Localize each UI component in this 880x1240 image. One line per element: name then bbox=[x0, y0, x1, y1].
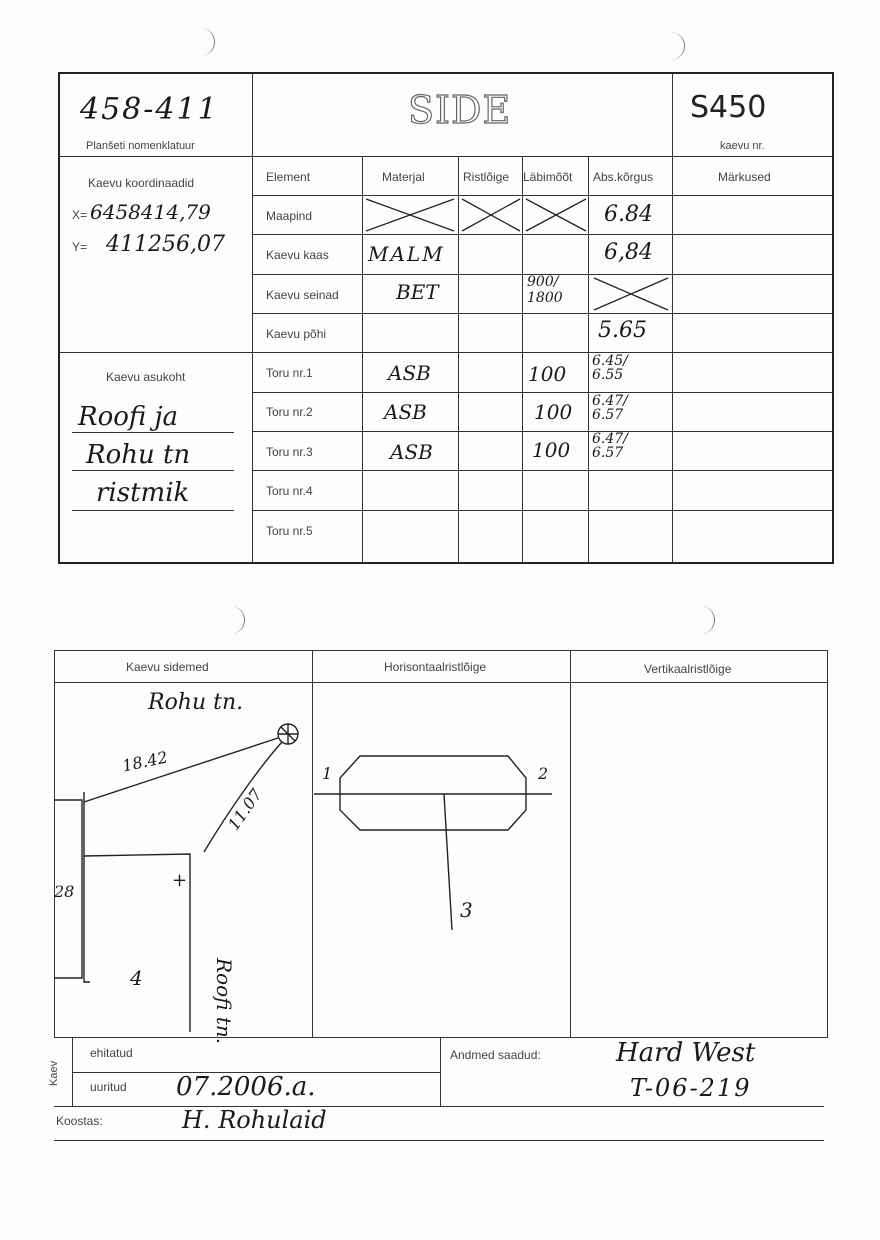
row-label: Kaevu põhi bbox=[266, 327, 327, 341]
author-label: Koostas: bbox=[56, 1114, 103, 1128]
surveyed-value: 07.2006.a. bbox=[176, 1072, 316, 1102]
connections-sketch bbox=[54, 682, 312, 1038]
sketch-mark-a: + bbox=[172, 870, 188, 891]
table-header-height: Abs.kõrgus bbox=[593, 170, 654, 184]
location-line-3: ristmik bbox=[96, 478, 190, 508]
built-label: ehitatud bbox=[90, 1046, 133, 1060]
material-pipe-2: ASB bbox=[384, 400, 427, 424]
sketch-street-side: Roofi tn. bbox=[212, 958, 236, 1045]
well-number: S450 bbox=[690, 90, 767, 125]
data-value-job: T-06-219 bbox=[630, 1074, 752, 1102]
height-pipe-1: 6.45/ 6.55 bbox=[592, 353, 628, 383]
sheet-number: 458-411 bbox=[80, 92, 219, 127]
material-lid: MALM bbox=[368, 242, 445, 266]
height-lid: 6,84 bbox=[604, 240, 653, 265]
pipe-label-3: 3 bbox=[460, 898, 473, 922]
table-header-notes: Märkused bbox=[718, 170, 771, 184]
sketch-dist-b: 11.07 bbox=[223, 785, 266, 834]
height-pipe-3: 6.47/ 6.57 bbox=[592, 431, 628, 461]
table-header-cross: Ristlõige bbox=[463, 170, 510, 184]
col-header-horizontal: Horisontaalristlõige bbox=[384, 660, 487, 674]
location-line-1: Roofi ja bbox=[78, 402, 179, 432]
punch-hole bbox=[230, 606, 245, 634]
location-line-2: Rohu tn bbox=[86, 440, 191, 470]
sketch-dist-a: 18.42 bbox=[120, 747, 170, 776]
diameter-pipe-3: 100 bbox=[532, 438, 571, 462]
row-label: Toru nr.5 bbox=[266, 524, 313, 538]
location-label: Kaevu asukoht bbox=[106, 370, 186, 384]
author-value: H. Rohulaid bbox=[182, 1106, 327, 1134]
row-label: Toru nr.3 bbox=[266, 445, 313, 459]
table-header-element: Element bbox=[266, 170, 311, 184]
data-label: Andmed saadud: bbox=[450, 1048, 541, 1062]
height-ground: 6.84 bbox=[604, 202, 653, 227]
sketch-street-top: Rohu tn. bbox=[148, 690, 244, 715]
x-value: 6458414,79 bbox=[90, 200, 211, 224]
col-header-connections: Kaevu sidemed bbox=[126, 660, 209, 674]
page-title: SIDE bbox=[408, 88, 512, 132]
punch-hole bbox=[200, 28, 215, 56]
row-label: Kaevu kaas bbox=[266, 248, 329, 262]
col-header-vertical: Vertikaalristlõige bbox=[644, 662, 732, 676]
y-value: 411256,07 bbox=[106, 232, 225, 257]
x-label: X= bbox=[72, 208, 88, 222]
horizontal-section-sketch bbox=[312, 682, 570, 1038]
row-label: Toru nr.4 bbox=[266, 484, 313, 498]
row-label: Toru nr.1 bbox=[266, 366, 313, 380]
material-pipe-3: ASB bbox=[390, 440, 433, 464]
row-label: Toru nr.2 bbox=[266, 405, 313, 419]
punch-hole bbox=[670, 32, 685, 60]
row-label: Maapind bbox=[266, 209, 313, 223]
pipe-label-2: 2 bbox=[538, 764, 549, 783]
table-header-material: Materjal bbox=[382, 170, 425, 184]
crossed-cells bbox=[362, 195, 588, 235]
sheet-label: Planšeti nomenklatuur bbox=[86, 140, 195, 152]
table-header-diameter: Läbimõõt bbox=[523, 170, 573, 184]
material-walls: BET bbox=[396, 280, 439, 304]
sketch-dist-c: 28 bbox=[54, 882, 75, 901]
well-label: kaevu nr. bbox=[720, 140, 765, 152]
data-value-company: Hard West bbox=[616, 1038, 756, 1068]
material-pipe-1: ASB bbox=[388, 361, 431, 385]
diameter-pipe-2: 100 bbox=[534, 400, 573, 424]
diameter-walls: 900/ 1800 bbox=[527, 274, 563, 306]
crossed-cell bbox=[588, 274, 672, 314]
diameter-pipe-1: 100 bbox=[528, 362, 567, 386]
y-label: Y= bbox=[72, 240, 88, 254]
height-pipe-2: 6.47/ 6.57 bbox=[592, 393, 628, 423]
pipe-label-1: 1 bbox=[322, 764, 333, 783]
row-label: Kaevu seinad bbox=[266, 288, 339, 302]
kaev-label: Kaev bbox=[48, 1060, 60, 1086]
height-bottom: 5.65 bbox=[598, 318, 647, 343]
coordinates-label: Kaevu koordinaadid bbox=[88, 176, 195, 190]
punch-hole bbox=[700, 606, 715, 634]
surveyed-label: uuritud bbox=[90, 1080, 127, 1094]
sketch-mark-b: 4 bbox=[130, 966, 143, 990]
